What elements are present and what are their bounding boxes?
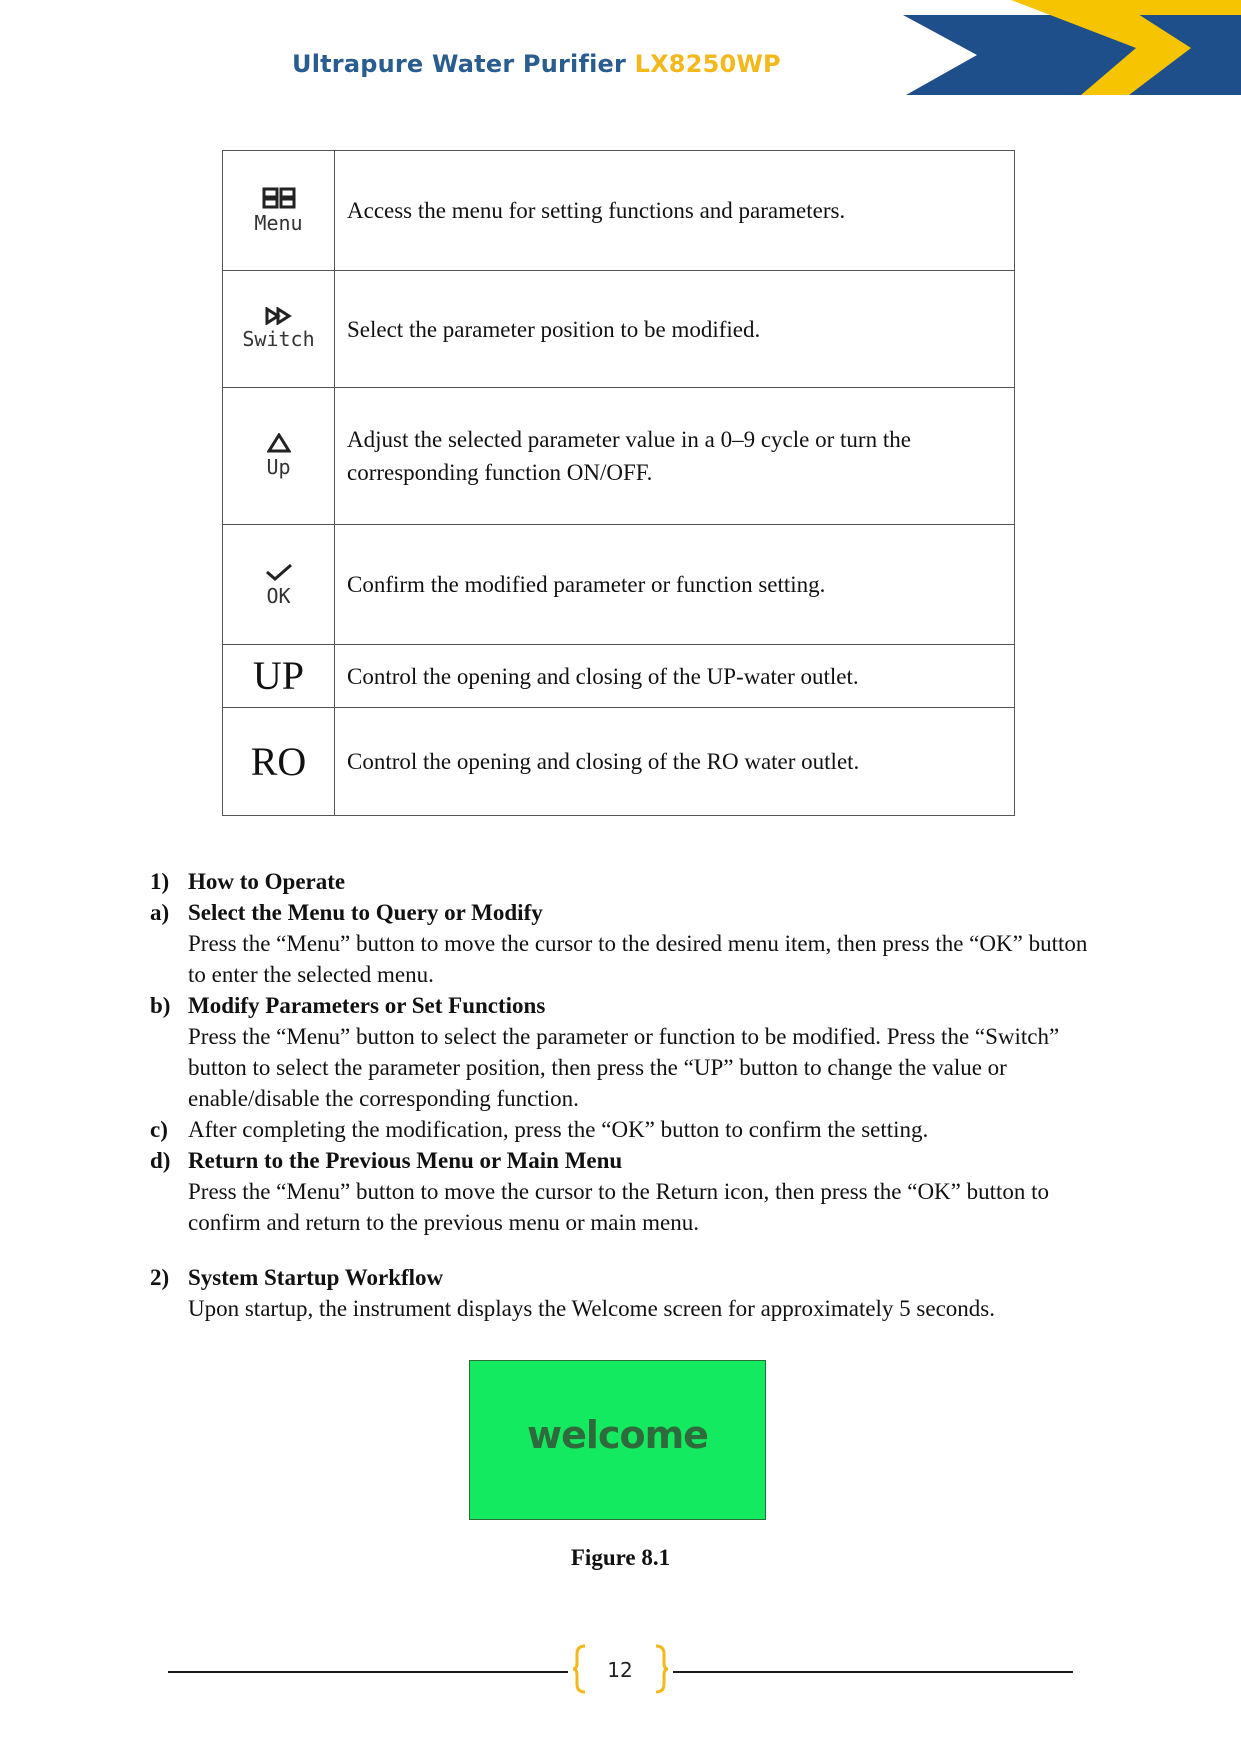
section-startup-workflow xyxy=(150,1262,1091,1324)
double-arrow-right-icon xyxy=(265,307,293,325)
product-model: LX8250WP xyxy=(634,50,781,78)
checkmark-icon xyxy=(264,562,294,582)
corner-blue-shape xyxy=(903,15,1241,95)
key-label-ro-outlet: RO xyxy=(250,738,307,784)
key-cell xyxy=(223,388,335,525)
key-description: Control the opening and closing of the UP-water outlet. xyxy=(335,645,1015,708)
key-description: Confirm the modified parameter or function setting. xyxy=(335,525,1015,645)
section-text: Upon startup, the instrument displays the Welcome screen for approximately 5 seconds. xyxy=(188,1296,995,1321)
list-item-heading: Modify Parameters or Set Functions xyxy=(188,993,546,1018)
key-row-switch xyxy=(223,271,1015,388)
section-how-to-operate xyxy=(150,866,1091,1238)
menu-grid-icon xyxy=(262,187,296,209)
button-reference-table xyxy=(222,150,1015,816)
key-description: Adjust the selected parameter value in a 0–9 cycle or turn the corresponding function ON/OFF. xyxy=(335,388,1015,525)
footer-rule-right xyxy=(673,1671,1073,1673)
list-item: a) Select the Menu to Query or Modify Press the “Menu” button to move the cursor to the desired menu item, then press the “OK” button to enter the selected menu. xyxy=(150,897,1091,990)
list-item: c) After completing the modification, press the “OK” button to confirm the setting. xyxy=(150,1114,1091,1145)
document-title xyxy=(292,50,781,78)
triangle-up-icon xyxy=(267,433,291,453)
key-row-menu xyxy=(223,151,1015,271)
section-heading: 1) How to Operate xyxy=(150,869,346,894)
list-item-text: Press the “Menu” button to move the cursor to the Return icon, then press the “OK” button to confirm and return to the previous menu or main menu. xyxy=(188,1179,1050,1235)
key-label: OK xyxy=(266,583,291,608)
key-label: Up xyxy=(266,455,291,479)
key-row-up-outlet xyxy=(223,645,1015,708)
key-label: Menu xyxy=(254,210,303,235)
key-description: Access the menu for setting functions and parameters. xyxy=(335,151,1015,271)
key-row-ok xyxy=(223,525,1015,645)
section-heading: System Startup Workflow xyxy=(188,1265,444,1290)
key-row-ro-outlet xyxy=(223,708,1015,816)
key-cell xyxy=(223,525,335,645)
list-item-text: After completing the modification, press the “OK” button to confirm the setting. xyxy=(188,1117,929,1142)
left-brace-icon xyxy=(571,1644,589,1694)
key-cell xyxy=(223,708,335,816)
list-item-heading: Select the Menu to Query or Modify xyxy=(188,900,543,925)
key-row-up xyxy=(223,388,1015,525)
list-item-text: Press the “Menu” button to move the cursor to the desired menu item, then press the “OK” button to enter the selected menu. xyxy=(188,931,1088,987)
footer-rule-left xyxy=(168,1671,568,1673)
list-item: d) Return to the Previous Menu or Main Menu Press the “Menu” button to move the cursor to the Return icon, then press the “OK” button to confirm and return to the previous menu or main menu. xyxy=(150,1145,1091,1238)
key-label: Switch xyxy=(242,327,315,351)
key-cell xyxy=(223,271,335,388)
key-label-up-outlet: UP xyxy=(252,653,305,698)
product-name: Ultrapure Water Purifier xyxy=(292,50,627,78)
list-item: b) Modify Parameters or Set Functions Press the “Menu” button to select the parameter or function to be modified. Press the “Switch” button to select the parameter position, then press the “UP” button to change the value or enable/disable the corresponding function. xyxy=(150,990,1091,1114)
list-item-heading: Return to the Previous Menu or Main Menu xyxy=(188,1148,623,1173)
key-cell xyxy=(223,151,335,271)
figure-caption: Figure 8.1 xyxy=(570,1545,671,1570)
key-cell xyxy=(223,645,335,708)
right-brace-icon xyxy=(652,1644,670,1694)
section-item: 2) System Startup Workflow Upon startup, the instrument displays the Welcome screen for approximately 5 seconds. xyxy=(150,1262,1091,1324)
welcome-screen-text: welcome xyxy=(527,1413,708,1457)
welcome-screen-image xyxy=(469,1360,766,1520)
key-description: Select the parameter position to be modified. xyxy=(335,271,1015,388)
list-item-text: Press the “Menu” button to select the parameter or function to be modified. Press the “Switch” button to select the parameter position, then press the “UP” button to change the value or enable/disable the corresponding function. xyxy=(188,1024,1060,1111)
page-number: 12 xyxy=(607,1658,633,1682)
key-description: Control the opening and closing of the RO water outlet. xyxy=(335,708,1015,816)
